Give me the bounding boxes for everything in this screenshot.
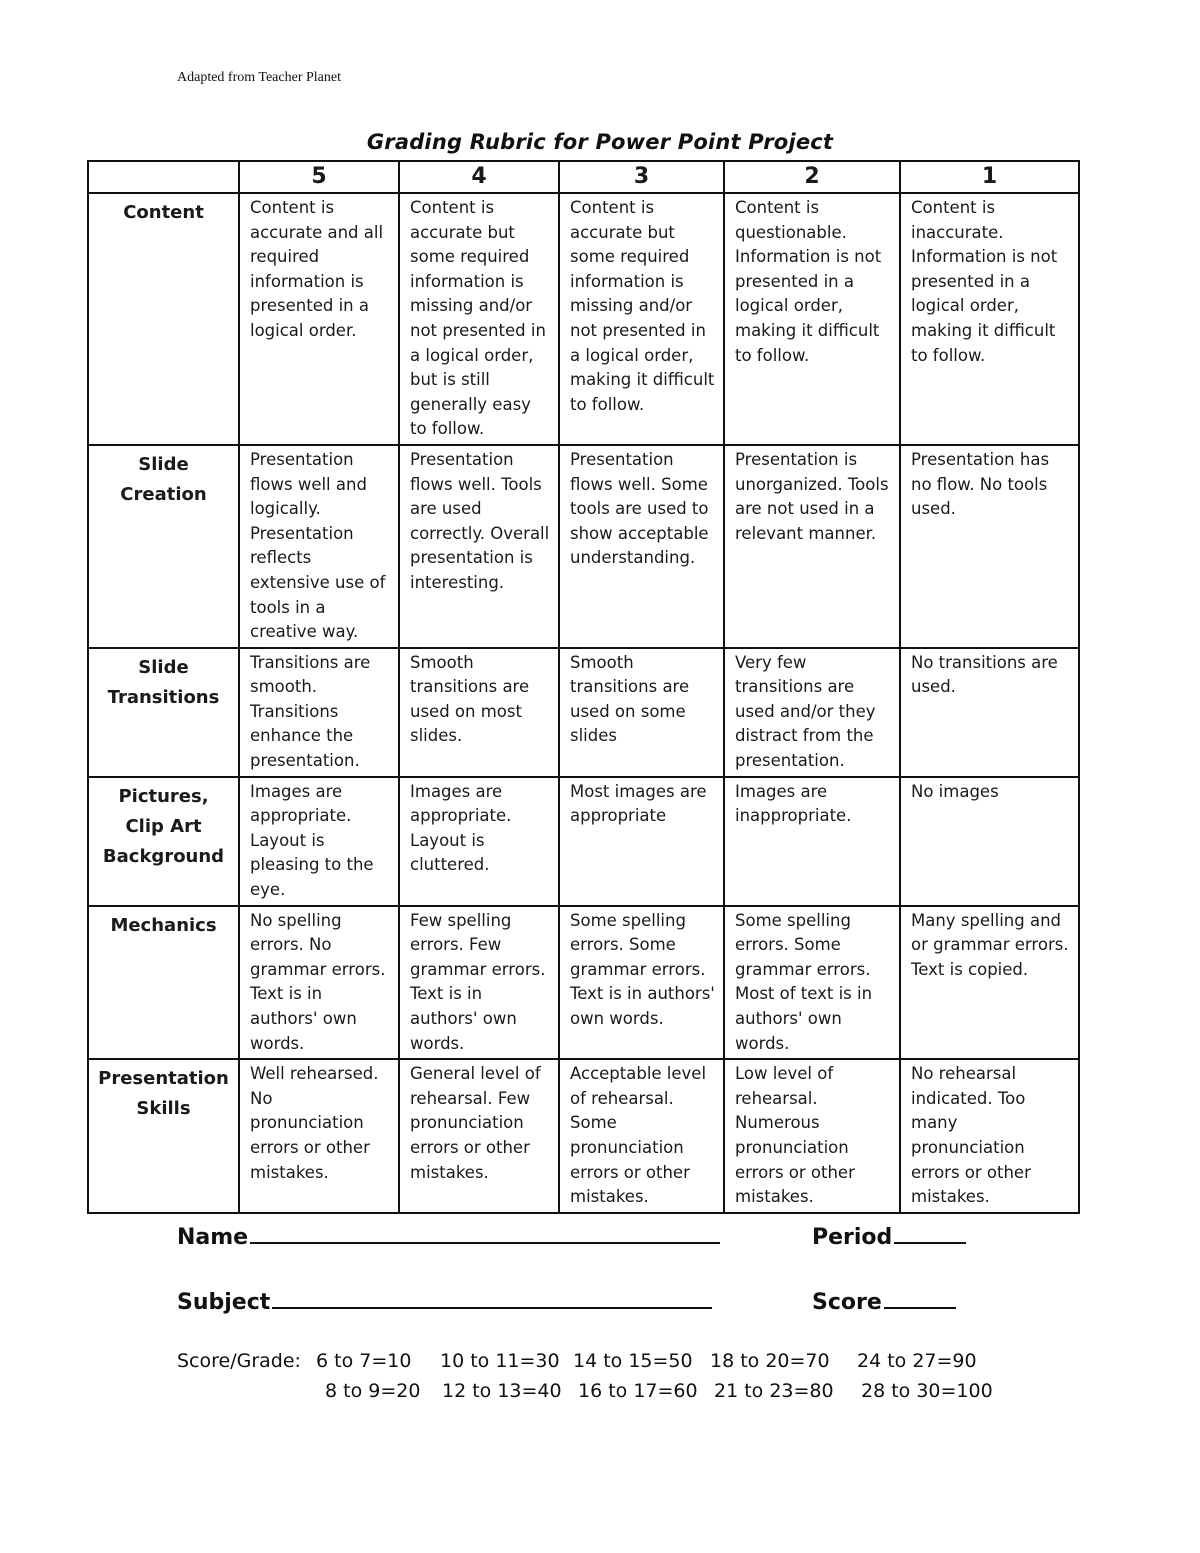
criterion-label-line: Presentation <box>98 1068 229 1090</box>
score-grade-item: 21 to 23=80 <box>714 1380 834 1402</box>
subject-field[interactable] <box>177 1287 712 1315</box>
rubric-cell: Presentation flows well. Some tools are used to show acceptable understanding. <box>559 445 724 648</box>
criterion-label-line: Clip Art <box>125 815 202 837</box>
rubric-cell: Many spelling and or grammar errors. Text is copied. <box>900 906 1079 1060</box>
rubric-row-presentation-skills <box>88 1059 1079 1213</box>
name-label: Name <box>177 1225 249 1250</box>
criterion-label-line: Background <box>102 845 225 867</box>
rubric-cell: No spelling errors. No grammar errors. Text is in authors' own words. <box>239 906 399 1060</box>
score-column-header: 3 <box>559 161 724 193</box>
criterion-label <box>88 445 239 648</box>
score-column-header: 1 <box>900 161 1079 193</box>
rubric-cell: Presentation flows well. Tools are used correctly. Overall presentation is interesting. <box>399 445 559 648</box>
score-grade-item: 18 to 20=70 <box>710 1350 830 1372</box>
name-blank-line[interactable] <box>250 1222 720 1244</box>
rubric-row-slide-creation <box>88 445 1079 648</box>
rubric-cell: Well rehearsed. No pronunciation errors or other mistakes. <box>239 1059 399 1213</box>
rubric-cell: Low level of rehearsal. Numerous pronunciation errors or other mistakes. <box>724 1059 900 1213</box>
score-blank-line[interactable] <box>884 1287 956 1309</box>
rubric-header-row <box>88 161 1079 193</box>
score-grade-label: Score/Grade: <box>177 1350 301 1372</box>
criterion-label <box>88 193 239 445</box>
rubric-cell: No rehearsal indicated. Too many pronunciation errors or other mistakes. <box>900 1059 1079 1213</box>
rubric-cell: Images are appropriate. Layout is pleasing to the eye. <box>239 777 399 906</box>
score-column-header: 5 <box>239 161 399 193</box>
criterion-label <box>88 777 239 906</box>
score-grade-item: 6 to 7=10 <box>316 1350 412 1372</box>
rubric-cell: General level of rehearsal. Few pronunciation errors or other mistakes. <box>399 1059 559 1213</box>
rubric-cell: Content is inaccurate. Information is not presented in a logical order, making it difficult to follow. <box>900 193 1079 445</box>
criterion-label-line: Transitions <box>107 686 220 708</box>
name-field[interactable] <box>177 1222 720 1250</box>
rubric-cell: Acceptable level of rehearsal. Some pronunciation errors or other mistakes. <box>559 1059 724 1213</box>
rubric-cell: Most images are appropriate <box>559 777 724 906</box>
score-column-header: 2 <box>724 161 900 193</box>
score-label: Score <box>812 1290 882 1315</box>
rubric-cell: Transitions are smooth. Transitions enhance the presentation. <box>239 648 399 777</box>
rubric-cell: Some spelling errors. Some grammar errors. Text is in authors' own words. <box>559 906 724 1060</box>
score-grade-item: 16 to 17=60 <box>578 1380 698 1402</box>
criterion-header-cell <box>88 161 239 193</box>
score-grade-item: 24 to 27=90 <box>857 1350 977 1372</box>
score-grade-item: 10 to 11=30 <box>440 1350 560 1372</box>
criterion-label-line: Pictures, <box>118 785 209 807</box>
score-field[interactable] <box>812 1287 956 1315</box>
rubric-row-mechanics <box>88 906 1079 1060</box>
rubric-row-slide-transitions <box>88 648 1079 777</box>
rubric-row-pictures <box>88 777 1079 906</box>
criterion-label-line: Content <box>123 202 204 223</box>
criterion-label <box>88 1059 239 1213</box>
rubric-cell: Content is accurate but some required information is missing and/or not presented in a logical order, making it difficult to follow. <box>559 193 724 445</box>
rubric-cell: No transitions are used. <box>900 648 1079 777</box>
rubric-cell: Smooth transitions are used on most slides. <box>399 648 559 777</box>
rubric-table <box>87 160 1080 1214</box>
criterion-label-line: Mechanics <box>110 914 217 936</box>
rubric-title: Grading Rubric for Power Point Project <box>366 130 834 154</box>
criterion-label-line: Creation <box>120 483 207 505</box>
rubric-cell: Images are appropriate. Layout is cluttered. <box>399 777 559 906</box>
rubric-cell: Smooth transitions are used on some slides <box>559 648 724 777</box>
score-grade-item: 28 to 30=100 <box>861 1380 993 1402</box>
score-grade-item: 12 to 13=40 <box>442 1380 562 1402</box>
period-blank-line[interactable] <box>894 1222 966 1244</box>
rubric-cell: Content is accurate and all required information is presented in a logical order. <box>239 193 399 445</box>
rubric-cell: Some spelling errors. Some grammar errors. Most of text is in authors' own words. <box>724 906 900 1060</box>
criterion-label <box>88 648 239 777</box>
rubric-row-content <box>88 193 1079 445</box>
score-grade-item: 8 to 9=20 <box>325 1380 421 1402</box>
rubric-cell: Presentation has no flow. No tools used. <box>900 445 1079 648</box>
rubric-cell: Images are inappropriate. <box>724 777 900 906</box>
subject-label: Subject <box>177 1290 271 1315</box>
period-label: Period <box>812 1225 893 1250</box>
period-field[interactable] <box>812 1222 966 1250</box>
rubric-cell: Presentation flows well and logically. Presentation reflects extensive use of tools in a creative way. <box>239 445 399 648</box>
score-column-header: 4 <box>399 161 559 193</box>
rubric-cell: Presentation is unorganized. Tools are not used in a relevant manner. <box>724 445 900 648</box>
adapted-from-note: Adapted from Teacher Planet <box>177 70 341 85</box>
rubric-cell: Few spelling errors. Few grammar errors. Text is in authors' own words. <box>399 906 559 1060</box>
rubric-cell: No images <box>900 777 1079 906</box>
rubric-cell: Very few transitions are used and/or they distract from the presentation. <box>724 648 900 777</box>
score-grade-item: 14 to 15=50 <box>573 1350 693 1372</box>
subject-blank-line[interactable] <box>272 1287 712 1309</box>
criterion-label-line: Skills <box>136 1098 191 1120</box>
rubric-cell: Content is accurate but some required information is missing and/or not presented in a logical order, but is still generally easy to follow. <box>399 193 559 445</box>
criterion-label-line: Slide <box>138 453 189 475</box>
rubric-cell: Content is questionable. Information is not presented in a logical order, making it difficult to follow. <box>724 193 900 445</box>
criterion-label-line: Slide <box>138 656 189 678</box>
criterion-label <box>88 906 239 1060</box>
